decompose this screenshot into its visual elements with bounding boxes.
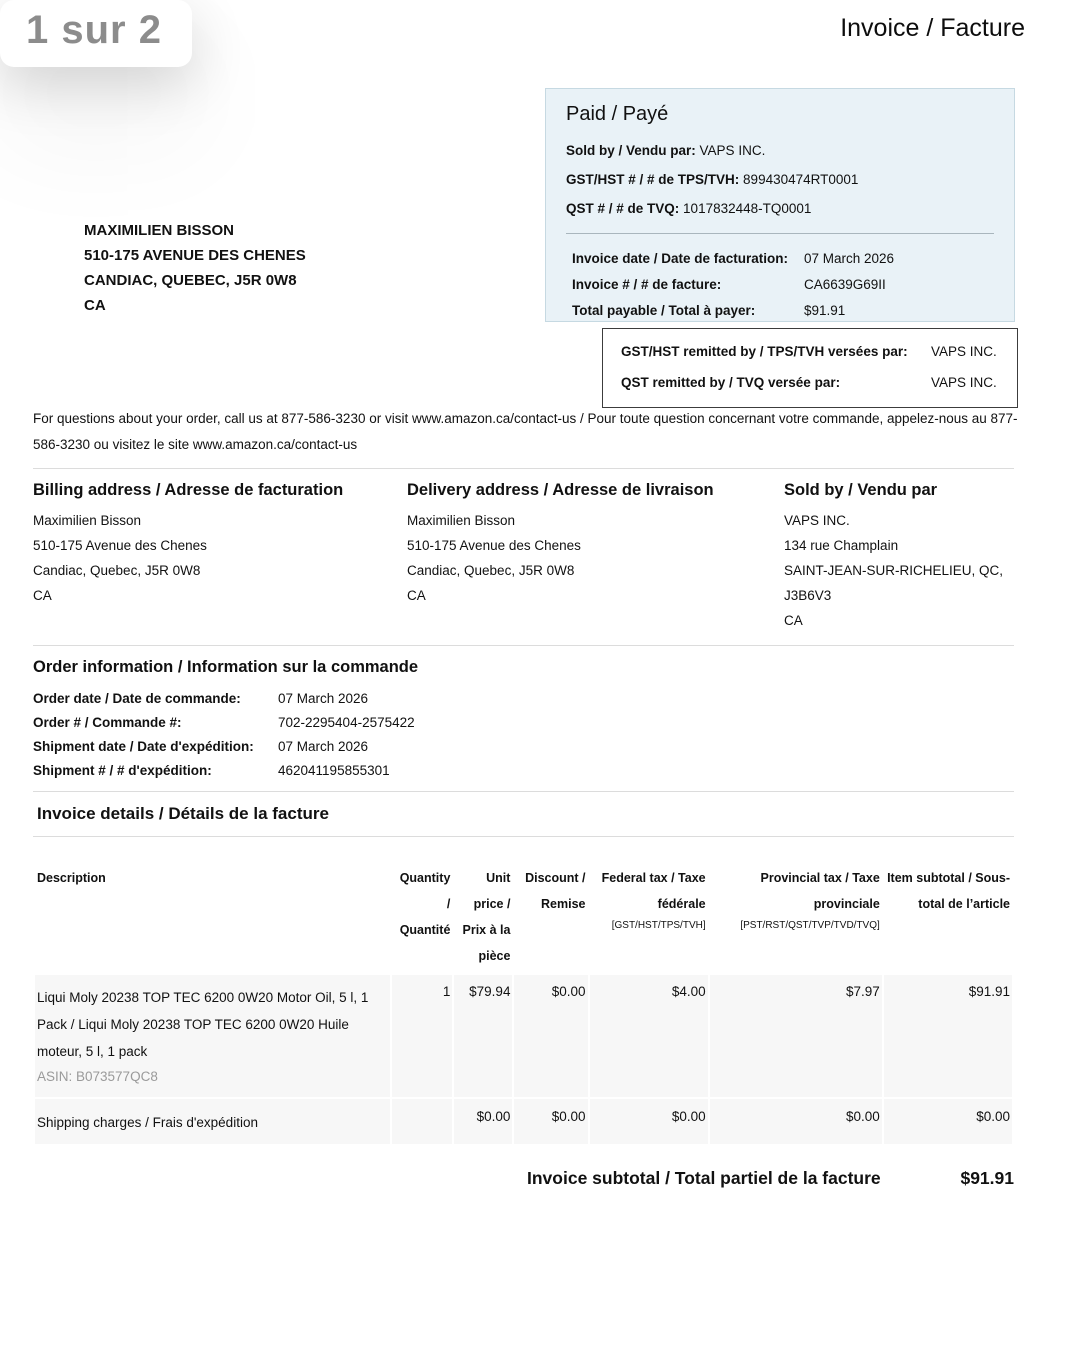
shipping-quantity (392, 1099, 452, 1144)
sold-by-heading: Sold by / Vendu par (784, 481, 938, 499)
sold-by-line (566, 136, 994, 165)
shipping-subtotal: $0.00 (884, 1099, 1012, 1144)
order-number-label: Order # / Commande #: (33, 715, 182, 730)
page-indicator (0, 0, 192, 67)
item-description: Liqui Moly 20238 TOP TEC 6200 0W20 Motor Oil, 5 l, 1 Pack / Liqui Moly 20238 TOP TEC 6200 0W20 Huile moteur, 5 l, 1 pack (37, 990, 369, 1059)
gst-number-line (566, 165, 994, 194)
column-header-quantity: Quantity / Quantité (392, 859, 452, 973)
recipient-street: 510-175 AVENUE DES CHENES (84, 247, 306, 264)
qst-remitted-value: VAPS INC. (931, 375, 997, 390)
invoice-date-label: Invoice date / Date de facturation: (572, 251, 789, 266)
item-provincial-tax: $7.97 (710, 975, 882, 1097)
shipment-date-row (33, 735, 1014, 759)
order-information-heading: Order information / Information sur la commande (33, 658, 419, 676)
paid-status-title: Paid / Payé (566, 103, 669, 125)
delivery-address-line: 510-175 Avenue des Chenes (407, 538, 581, 553)
invoice-details-heading: Invoice details / Détails de la facture (37, 804, 329, 823)
tax-remitted-box (602, 328, 1018, 408)
delivery-address-line: CA (407, 588, 426, 603)
total-payable-value: $91.91 (804, 303, 846, 318)
document-title: Invoice / Facture (840, 14, 1025, 42)
item-subtotal: $91.91 (884, 975, 1012, 1097)
shipment-number-row (33, 759, 1014, 783)
gst-remitted-row (621, 336, 1003, 367)
federal-tax-codes: [GST/HST/TPS/TVH] (611, 920, 706, 931)
recipient-name: MAXIMILIEN BISSON (84, 222, 235, 239)
item-asin: ASIN: B073577QC8 (37, 1069, 158, 1084)
paid-box-divider (566, 233, 994, 234)
sold-by-line: SAINT-JEAN-SUR-RICHELIEU, QC, (784, 563, 1004, 578)
paid-status-box (545, 88, 1015, 322)
item-description-cell (35, 975, 390, 1097)
qst-remitted-row (621, 367, 1003, 398)
recipient-country: CA (84, 297, 106, 314)
address-columns (33, 469, 1014, 645)
order-date-value: 07 March 2026 (278, 691, 369, 706)
gst-remitted-label: GST/HST remitted by / TPS/TVH versées par: (621, 344, 908, 359)
gst-remitted-value: VAPS INC. (931, 344, 997, 359)
qst-remitted-label: QST remitted by / TVQ versée par: (621, 375, 841, 390)
invoice-number-row (566, 272, 994, 298)
shipping-provincial-tax: $0.00 (710, 1099, 882, 1144)
item-unit-price: $79.94 (454, 975, 512, 1097)
contact-note: For questions about your order, call us at 877-586-3230 or visit www.amazon.ca/contact-us / Pour toute question concernant votre commande, appelez-nous au 877-586-3230 ou visitez le site www.amazon.ca/contact-us (33, 411, 1018, 452)
column-header-discount: Discount / Remise (514, 859, 587, 973)
column-header-unit-price: Unit price / Prix à la pièce (454, 859, 512, 973)
billing-address-column (33, 481, 407, 635)
section-divider (33, 836, 1014, 837)
billing-address-line: Candiac, Quebec, J5R 0W8 (33, 563, 201, 578)
shipping-federal-tax: $0.00 (590, 1099, 708, 1144)
sold-by-column (784, 481, 1014, 635)
billing-address-line: CA (33, 588, 52, 603)
shipping-description: Shipping charges / Frais d'expédition (35, 1099, 390, 1144)
table-row (35, 975, 1012, 1097)
sold-by-line: VAPS INC. (784, 513, 850, 528)
recipient-city: CANDIAC, QUEBEC, J5R 0W8 (84, 272, 297, 289)
table-header-row (35, 859, 1012, 973)
sold-by-line: J3B6V3 (784, 588, 832, 603)
order-date-label: Order date / Date de commande: (33, 691, 241, 706)
qst-number-label: QST # / # de TVQ: (566, 201, 680, 216)
invoice-date-value: 07 March 2026 (804, 251, 895, 266)
order-number-value: 702-2295404-2575422 (278, 715, 415, 730)
invoice-number-label: Invoice # / # de facture: (572, 277, 722, 292)
delivery-address-line: Maximilien Bisson (407, 513, 516, 528)
shipment-number-label: Shipment # / # d'expédition: (33, 763, 212, 778)
shipment-date-label: Shipment date / Date d'expédition: (33, 739, 254, 754)
order-date-row (33, 687, 1014, 711)
provincial-tax-codes: [PST/RST/QST/TVP/TVD/TVQ] (740, 920, 880, 931)
delivery-address-column (407, 481, 784, 635)
sold-by-label: Sold by / Vendu par: (566, 143, 696, 158)
page-indicator-label: 1 sur 2 (26, 8, 162, 52)
invoice-subtotal-value: $91.91 (960, 1167, 1014, 1188)
sold-by-line: CA (784, 613, 803, 628)
recipient-address (84, 218, 306, 318)
order-number-row (33, 711, 1014, 735)
invoice-subtotal-label: Invoice subtotal / Total partiel de la facture (527, 1168, 881, 1188)
gst-number-value: 899430474RT0001 (743, 172, 859, 187)
sold-by-line: 134 rue Champlain (784, 538, 899, 553)
item-federal-tax: $4.00 (590, 975, 708, 1097)
column-header-provincial-tax: Provincial tax / Taxe provinciale [PST/RST/QST/TVP/TVD/TVQ] (710, 859, 882, 973)
column-header-description: Description (35, 859, 390, 973)
shipping-unit-price: $0.00 (454, 1099, 512, 1144)
shipment-date-value: 07 March 2026 (278, 739, 369, 754)
delivery-address-line: Candiac, Quebec, J5R 0W8 (407, 563, 575, 578)
billing-address-heading: Billing address / Adresse de facturation (33, 481, 344, 499)
invoice-items-table (33, 857, 1014, 1146)
invoice-subtotal-row (33, 1160, 1014, 1196)
order-information-section (33, 646, 1014, 791)
invoice-date-row (566, 246, 994, 272)
item-quantity: 1 (392, 975, 452, 1097)
gst-number-label: GST/HST # / # de TPS/TVH: (566, 172, 740, 187)
delivery-address-heading: Delivery address / Adresse de livraison (407, 481, 714, 499)
qst-number-line (566, 194, 994, 223)
table-row (35, 1099, 1012, 1144)
shipment-number-value: 462041195855301 (278, 763, 390, 778)
main-content (33, 406, 1018, 1196)
qst-number-value: 1017832448-TQ0001 (683, 201, 812, 216)
column-header-item-subtotal: Item subtotal / Sous-total de l’article (884, 859, 1012, 973)
shipping-discount: $0.00 (514, 1099, 587, 1144)
total-payable-label: Total payable / Total à payer: (572, 303, 756, 318)
billing-address-line: Maximilien Bisson (33, 513, 142, 528)
total-payable-row (566, 298, 994, 324)
item-discount: $0.00 (514, 975, 587, 1097)
invoice-details-section-heading (33, 792, 1014, 836)
sold-by-value: VAPS INC. (699, 143, 766, 158)
billing-address-line: 510-175 Avenue des Chenes (33, 538, 207, 553)
column-header-federal-tax: Federal tax / Taxe fédérale [GST/HST/TPS/TVH] (590, 859, 708, 973)
invoice-number-value: CA6639G69II (804, 277, 886, 292)
